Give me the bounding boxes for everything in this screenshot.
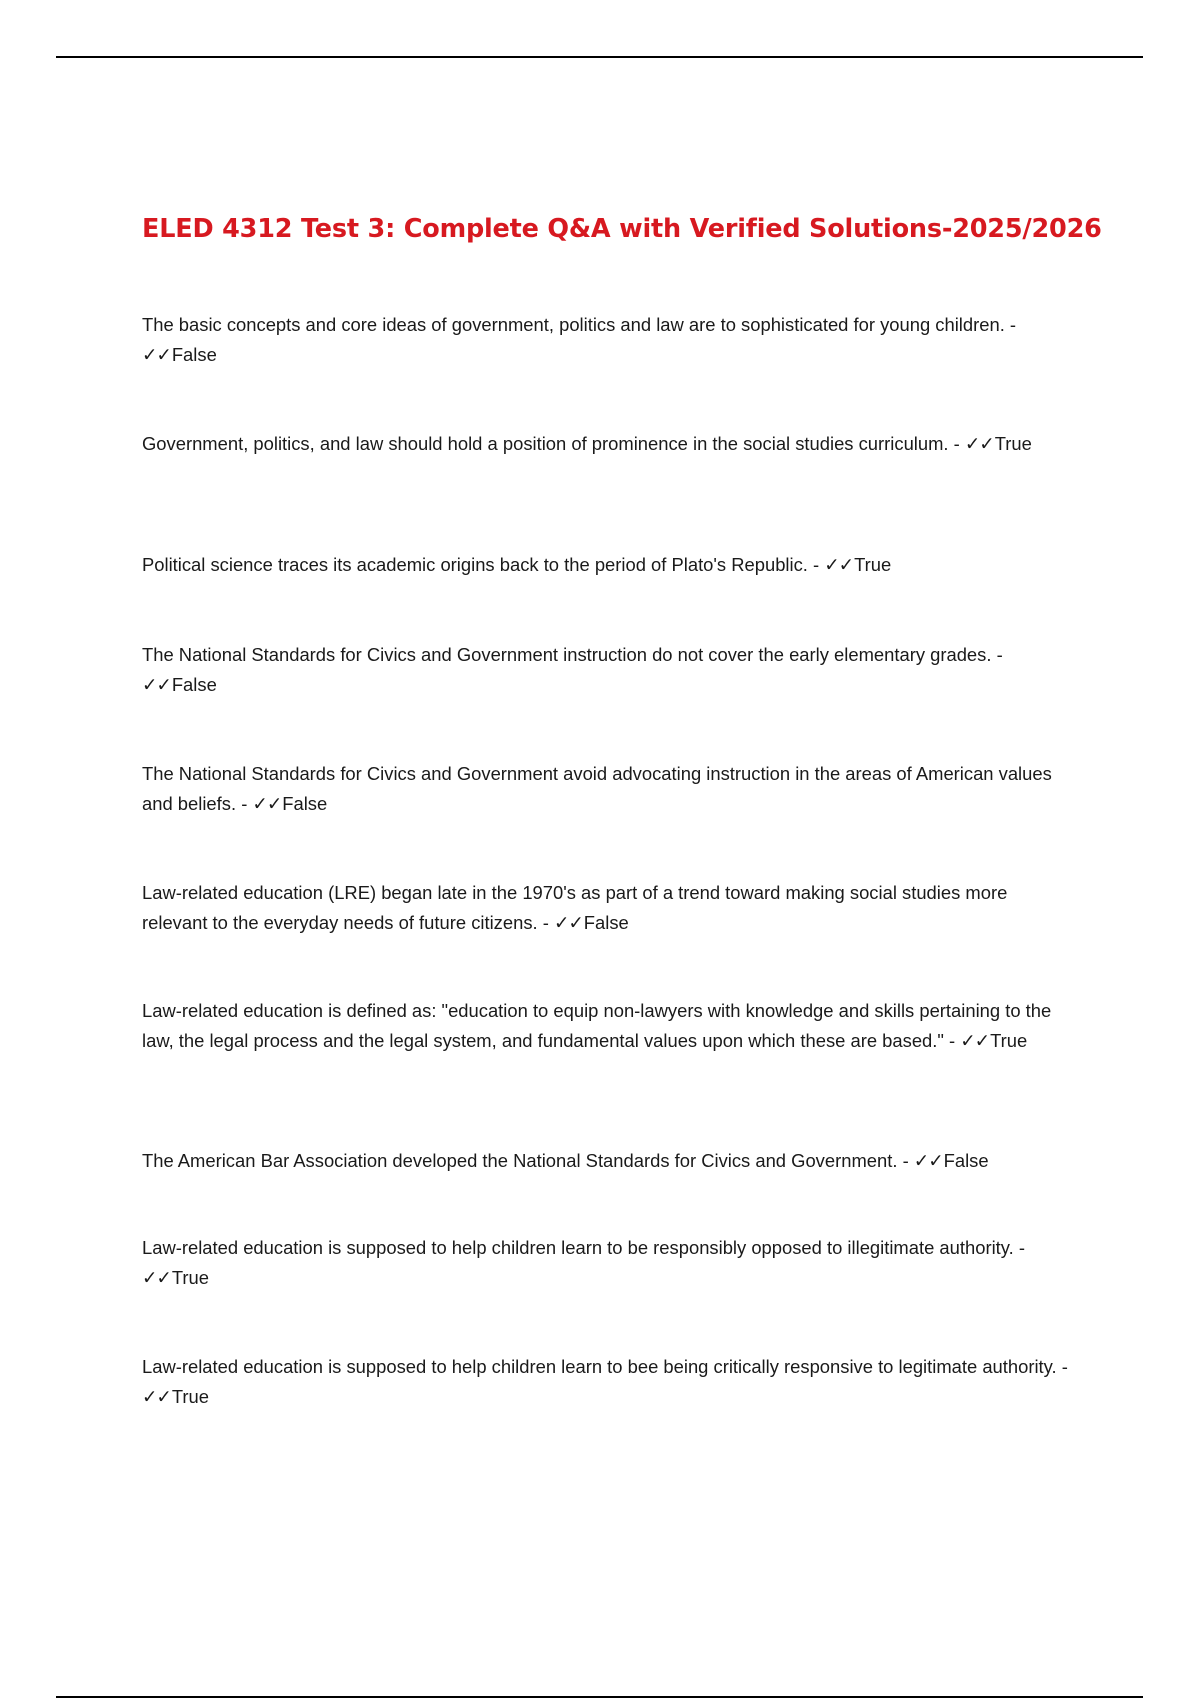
qa-item xyxy=(142,1146,1072,1176)
question-text: Law-related education is supposed to help children learn to be responsibly opposed to illegitimate authority. xyxy=(142,1237,1014,1258)
answer-text: False xyxy=(583,912,629,933)
question-text: Law-related education is supposed to help children learn to bee being critically responsive to legitimate authority. xyxy=(142,1356,1057,1377)
answer-separator: - xyxy=(943,1030,961,1051)
check-icon: ✓✓ xyxy=(142,1267,171,1288)
answer-text: True xyxy=(171,1386,209,1407)
question-text: Political science traces its academic origins back to the period of Plato's Republic. xyxy=(142,554,808,575)
question-text: The National Standards for Civics and Government avoid advocating instruction in the areas of American values and beliefs. xyxy=(142,763,1052,814)
answer-separator: - xyxy=(948,433,965,454)
question-text: The National Standards for Civics and Government instruction do not cover the early elementary grades. xyxy=(142,644,992,665)
check-icon: ✓✓ xyxy=(142,674,171,695)
answer-separator: - xyxy=(1056,1356,1068,1377)
qa-item xyxy=(142,429,1072,459)
top-rule xyxy=(56,56,1143,58)
answer-text: True xyxy=(854,554,892,575)
answer-separator: - xyxy=(537,912,554,933)
answer-text: False xyxy=(171,344,217,365)
question-text: The basic concepts and core ideas of government, politics and law are to sophisticated for young children. xyxy=(142,314,1005,335)
question-text: Law-related education is defined as: "education to equip non-lawyers with knowledge and skills pertaining to the law, the legal process and the legal system, and fundamental values upon which these are based." xyxy=(142,1000,1052,1051)
question-text: Law-related education (LRE) began late in the 1970's as part of a trend toward making social studies more relevant to the everyday needs of future citizens. xyxy=(142,882,1008,933)
qa-item xyxy=(142,310,1072,370)
qa-item xyxy=(142,878,1072,938)
qa-item xyxy=(142,759,1072,819)
answer-separator: - xyxy=(991,644,1003,665)
answer-text: False xyxy=(943,1150,989,1171)
answer-text: False xyxy=(282,793,328,814)
check-icon: ✓✓ xyxy=(142,344,171,365)
answer-separator: - xyxy=(1013,1237,1025,1258)
check-icon: ✓✓ xyxy=(142,1386,171,1407)
check-icon: ✓✓ xyxy=(553,912,583,933)
answer-text: False xyxy=(171,674,217,695)
qa-item xyxy=(142,996,1072,1056)
check-icon: ✓✓ xyxy=(960,1030,990,1051)
question-text: The American Bar Association developed the National Standards for Civics and Government. xyxy=(142,1150,898,1171)
answer-separator: - xyxy=(807,554,825,575)
qa-item xyxy=(142,1352,1072,1412)
answer-text: True xyxy=(994,433,1032,454)
qa-item xyxy=(142,1233,1072,1293)
answer-text: True xyxy=(990,1030,1028,1051)
qa-item xyxy=(142,640,1072,700)
answer-separator: - xyxy=(1004,314,1017,335)
check-icon: ✓✓ xyxy=(964,433,994,454)
document-title: ELED 4312 Test 3: Complete Q&A with Verified Solutions-2025/2026 xyxy=(142,214,1102,244)
answer-separator: - xyxy=(236,793,253,814)
check-icon: ✓✓ xyxy=(252,793,282,814)
question-text: Government, politics, and law should hold a position of prominence in the social studies curriculum. xyxy=(142,433,949,454)
check-icon: ✓✓ xyxy=(824,554,854,575)
qa-item xyxy=(142,550,1072,580)
answer-separator: - xyxy=(897,1150,914,1171)
check-icon: ✓✓ xyxy=(913,1150,943,1171)
bottom-rule xyxy=(56,1696,1143,1698)
answer-text: True xyxy=(171,1267,209,1288)
